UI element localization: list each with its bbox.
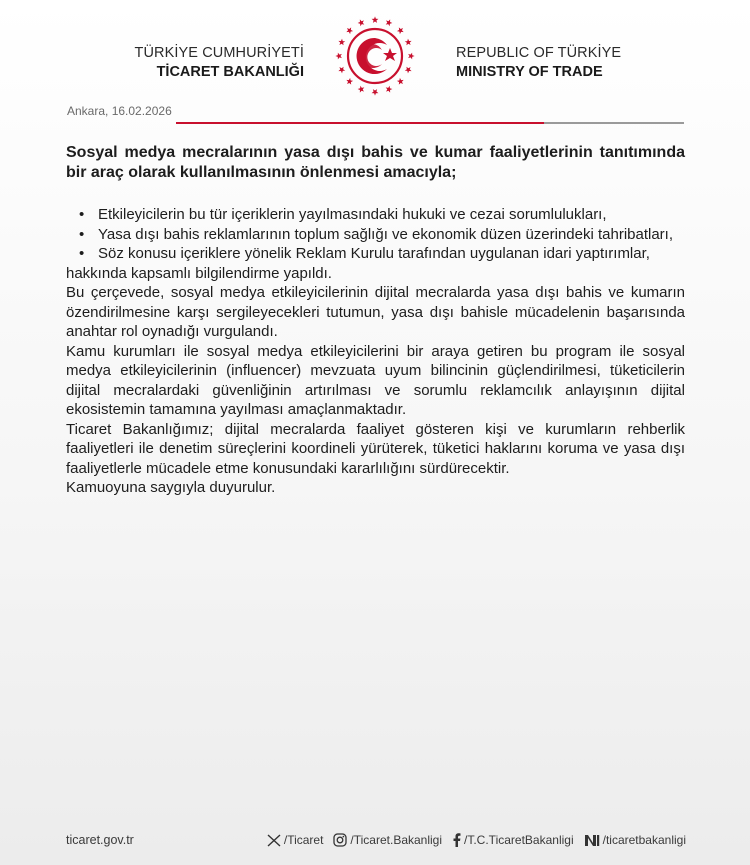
emblem-star: [346, 78, 353, 85]
bullet-text: Etkileyicilerin bu tür içeriklerin yayılmasındaki hukuki ve cezai sorumlulukları,: [98, 206, 607, 223]
emblem-star: [372, 89, 379, 96]
facebook-icon: [452, 833, 461, 847]
emblem-star: [346, 27, 353, 34]
paragraph: Ticaret Bakanlığımız; dijital mecralarda faaliyet gösteren kişi ve kurumların rehberlik faaliyetleri ile denetim süreçlerini koordineli yürüterek, tüketici haklarını koruma ve yasa dışı faaliyetlerle mücadele etme konusundaki kararlılığını sürdürecektir.: [66, 420, 685, 477]
letterhead: [0, 0, 750, 110]
social-links: [267, 833, 686, 847]
emblem-star: [405, 39, 412, 46]
x-icon: [267, 834, 281, 847]
footer: [66, 833, 686, 851]
bullet-item: [66, 244, 685, 264]
paragraph: Kamu kurumları ile sosyal medya etkileyicilerini bir araya getiren bu program ile sosyal medya etkileyicilerinin (influencer) mevzuata uyum bilincinin güçlendirilmesi, tüketicilerin dijital mecralardaki güvenliğinin artırılması ve sorumlu reklamcılık anlayışının dijital ekosistemin tamamına yayılması amaçlanmaktadır.: [66, 342, 685, 418]
header-rule-gray: [544, 122, 684, 124]
dateline: Ankara, 16.02.2026: [67, 104, 172, 118]
paragraph: hakkında kapsamlı bilgilendirme yapıldı.: [66, 264, 332, 282]
emblem-star: [338, 67, 345, 74]
bullet-icon: •: [79, 206, 85, 223]
bullet-item: [66, 225, 685, 245]
social-link-x[interactable]: [267, 833, 324, 847]
emblem-star: [408, 53, 415, 60]
social-handle-nsosyal: /ticaretbakanligi: [602, 833, 686, 847]
header-rule-red: [176, 122, 544, 124]
emblem-icon: [333, 14, 417, 98]
website-link[interactable]: ticaret.gov.tr: [66, 833, 134, 847]
social-handle-x: /Ticaret: [283, 833, 324, 847]
press-release-body: [66, 143, 685, 498]
nsosyal-icon: [584, 834, 600, 847]
social-handle-instagram: /Ticaret.Bakanligi: [350, 833, 443, 847]
bullet-text: Söz konusu içeriklere yönelik Reklam Kurulu tarafından uygulanan idari yaptırımlar,: [98, 245, 650, 262]
bullet-icon: •: [79, 225, 85, 243]
emblem-star: [386, 19, 393, 26]
social-link-instagram[interactable]: [333, 833, 442, 847]
emblem-star: [338, 39, 345, 46]
emblem-star: [335, 53, 342, 60]
ministry-title-tr: TİCARET BAKANLIĞI: [156, 64, 304, 80]
emblem-star: [358, 86, 365, 93]
bullet-icon: •: [79, 245, 85, 262]
emblem-star: [372, 16, 379, 23]
emblem-star: [386, 86, 393, 93]
ministry-title-en: MINISTRY OF TRADE: [456, 64, 603, 80]
social-handle-facebook: /T.C.TicaretBakanligi: [464, 833, 574, 847]
paragraph: Bu çerçevede, sosyal medya etkileyicilerinin dijital mecralarda yasa dışı bahis ve kumarın özendirilmesine karşı sergileyecekleri tutumun, yasa dışı bahisle mücadelenin başarısında anahtar rol oynadığı vurgulandı.: [66, 284, 685, 340]
social-link-nsosyal[interactable]: [584, 833, 686, 847]
instagram-icon: [333, 833, 347, 847]
country-name-tr: TÜRKİYE CUMHURİYETİ: [134, 45, 304, 61]
closing-line: Kamuoyuna saygıyla duyurulur.: [66, 479, 276, 496]
bullet-text: Yasa dışı bahis reklamlarının toplum sağlığı ve ekonomik düzen üzerindeki tahribatları,: [98, 225, 674, 243]
emblem-star: [397, 27, 404, 34]
bullet-list: [66, 205, 685, 264]
social-link-facebook[interactable]: [452, 833, 574, 847]
ministry-name-tr: [135, 44, 304, 82]
ministry-emblem: [333, 14, 417, 98]
emblem-star: [405, 67, 412, 74]
country-name-en: REPUBLIC OF TÜRKİYE: [456, 45, 622, 61]
ministry-name-en: [456, 44, 621, 82]
bullet-item: [66, 205, 685, 225]
emblem-star: [358, 19, 365, 26]
headline: Sosyal medya mecralarının yasa dışı bahis ve kumar faaliyetlerinin tanıtımında bir araç olarak kullanılmasının önlenmesi amacıyla;: [66, 144, 685, 181]
emblem-star: [397, 78, 404, 85]
